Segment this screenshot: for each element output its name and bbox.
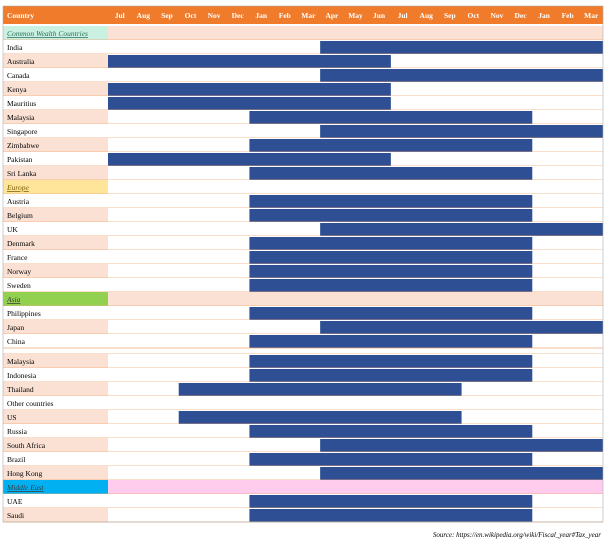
- section-label: Europe: [7, 183, 29, 192]
- fiscal-year-bar: [249, 237, 532, 250]
- fiscal-year-bar: [249, 425, 532, 438]
- country-label: Russia: [7, 427, 28, 436]
- fiscal-year-bar: [249, 307, 532, 320]
- month-label-2: Aug: [136, 11, 151, 20]
- country-label: Canada: [7, 71, 30, 80]
- fiscal-year-bar: [249, 369, 532, 382]
- fiscal-year-bar: [320, 467, 603, 480]
- fiscal-year-bar: [108, 83, 391, 96]
- month-label-20: Feb: [561, 11, 574, 20]
- section-label: Common Wealth Countries: [7, 29, 88, 38]
- country-label: Australia: [7, 57, 35, 66]
- month-label-11: May: [348, 11, 363, 20]
- country-label: Denmark: [7, 239, 35, 248]
- country-label: Indonesia: [7, 371, 37, 380]
- fiscal-year-bar: [320, 439, 603, 452]
- fiscal-year-bar: [320, 223, 603, 236]
- month-label-18: Dec: [514, 11, 527, 20]
- country-label: Thailand: [7, 385, 34, 394]
- month-label-7: Jan: [255, 11, 268, 20]
- fiscal-year-bar: [249, 495, 532, 508]
- fiscal-year-bar: [249, 335, 532, 348]
- country-label: Malaysia: [7, 113, 35, 122]
- country-label: UK: [7, 225, 18, 234]
- month-label-9: Mar: [301, 11, 316, 20]
- fiscal-year-bar: [249, 139, 532, 152]
- fiscal-year-bar: [249, 279, 532, 292]
- month-label-4: Oct: [184, 11, 197, 20]
- country-label: China: [7, 337, 25, 346]
- fiscal-year-bar: [320, 41, 603, 54]
- month-label-21: Mar: [584, 11, 599, 20]
- section-label: Middle East: [7, 483, 44, 492]
- country-label: Norway: [7, 267, 32, 276]
- country-label: Philippines: [7, 309, 41, 318]
- section-label: Asia: [7, 295, 21, 304]
- fiscal-year-bar: [249, 209, 532, 222]
- source-note: Source: https://en.wikipedia.org/wiki/Fiscal_year#Tax_year: [432, 531, 601, 539]
- country-label: Hong Kong: [7, 469, 43, 478]
- fiscal-year-bar: [249, 251, 532, 264]
- month-label-13: Jul: [397, 11, 408, 20]
- country-label: Mauritius: [7, 99, 37, 108]
- country-label: US: [7, 413, 17, 422]
- fiscal-year-bar: [249, 509, 532, 522]
- country-label: Other countries: [7, 399, 54, 408]
- month-label-6: Dec: [231, 11, 244, 20]
- country-label: Austria: [7, 197, 30, 206]
- country-label: France: [7, 253, 28, 262]
- fiscal-year-bar: [249, 111, 532, 124]
- month-label-15: Sep: [443, 11, 456, 20]
- month-label-16: Oct: [467, 11, 480, 20]
- country-label: Malaysia: [7, 357, 35, 366]
- country-label: Kenya: [7, 85, 27, 94]
- month-label-3: Sep: [161, 11, 173, 20]
- country-label: Zimbabwe: [7, 141, 40, 150]
- fiscal-year-bar: [320, 69, 603, 82]
- fiscal-year-bar: [249, 355, 532, 368]
- month-label-19: Jan: [538, 11, 550, 20]
- fiscal-year-bar: [320, 125, 603, 138]
- country-label: India: [7, 43, 23, 52]
- country-label: Sweden: [7, 281, 31, 290]
- month-label-1: Jul: [114, 11, 125, 20]
- month-label-5: Nov: [207, 11, 221, 20]
- country-label: Sri Lanka: [7, 169, 37, 178]
- fiscal-year-bar: [108, 153, 391, 166]
- fiscal-year-bar: [320, 321, 603, 334]
- fiscal-year-bar: [179, 383, 462, 396]
- fiscal-year-bar: [249, 453, 532, 466]
- country-label: South Africa: [7, 441, 46, 450]
- header-country-label: Country: [7, 11, 35, 20]
- country-label: Singapore: [7, 127, 38, 136]
- month-label-10: Apr: [325, 11, 339, 20]
- month-label-14: Aug: [419, 11, 433, 20]
- fiscal-year-bar: [249, 167, 532, 180]
- month-label-12: Jun: [373, 11, 386, 20]
- country-label: Saudi: [7, 511, 25, 520]
- row-label-bg: [3, 222, 108, 236]
- country-label: Pakistan: [7, 155, 33, 164]
- row-grid-bg: [108, 396, 603, 410]
- country-label: Belgium: [7, 211, 33, 220]
- row-label-bg: [3, 410, 108, 424]
- month-label-8: Feb: [278, 11, 291, 20]
- country-label: Japan: [7, 323, 25, 332]
- fiscal-year-bar: [179, 411, 462, 424]
- country-label: Brazil: [7, 455, 26, 464]
- fiscal-year-bar: [108, 55, 391, 68]
- fiscal-year-bar: [249, 265, 532, 278]
- country-label: UAE: [7, 497, 23, 506]
- fiscal-year-bar: [108, 97, 391, 110]
- month-label-17: Nov: [490, 11, 504, 20]
- fiscal-year-bar: [249, 195, 532, 208]
